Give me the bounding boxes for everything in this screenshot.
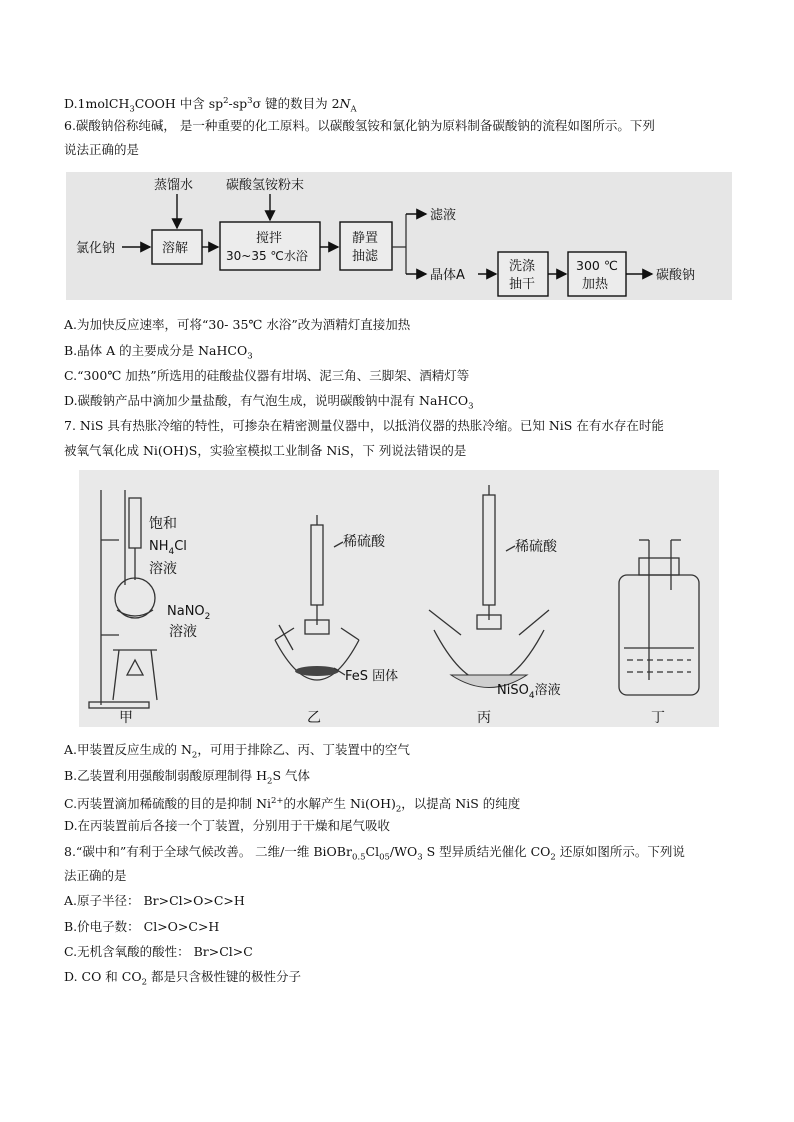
- jia-label-2: $NH_4Cl$: [149, 539, 187, 557]
- flow-step2-line1: 搅拌: [256, 231, 283, 246]
- apparatus-yi: [275, 515, 398, 726]
- q6-stem-line1: 6.碳酸钠俗称纯碱， 是一种重要的化工原料。以碳酸氢铵和氯化钠为原料制备碳酸钠的流程如图所示。下列: [64, 118, 655, 133]
- flow-step4-line1: 洗涤: [509, 259, 536, 274]
- apparatus-jia: [89, 490, 210, 726]
- apparatus-ding: [619, 540, 699, 726]
- yi-label-solid: FeS 固体: [345, 669, 399, 684]
- q6-option-a: A.为加快反应速率，可将“30- 35℃ 水浴”改为酒精灯直接加热: [64, 317, 411, 332]
- q6-option-b: B.晶体 A 的主要成分是 NaHCO$_3$: [64, 343, 253, 362]
- flow-out-filtrate: 滤液: [430, 208, 457, 223]
- ding-name: 丁: [651, 710, 665, 726]
- q7-option-a: A.甲装置反应生成的 $N_2$，可用于排除乙、丙、丁装置中的空气: [64, 742, 410, 761]
- jia-label-5: 溶液: [169, 624, 197, 640]
- q8-stem-line2: 法正确的是: [64, 868, 127, 883]
- q8-option-c: C.无机含氧酸的酸性： Br>Cl>C: [64, 944, 253, 959]
- apparatus-bing: [429, 485, 561, 726]
- q8-option-b: B.价电子数： Cl>O>C>H: [64, 919, 220, 934]
- flow-product: 碳酸钠: [656, 268, 696, 283]
- flow-input-top1: 蒸馏水: [154, 178, 194, 193]
- yi-label-acid: 稀硫酸: [343, 534, 385, 550]
- q6-option-c: C.“300℃ 加热”所选用的硅酸盐仪器有坩埚、泥三角、三脚架、酒精灯等: [64, 368, 470, 383]
- q7-stem-line1: 7. NiS 具有热胀冷缩的特性，可掺杂在精密测量仪器中，以抵消仪器的热胀冷缩。已知 NiS 在有水存在时能: [64, 418, 664, 433]
- flow-step5-line1: 300 ℃: [576, 258, 618, 273]
- q8-stem-line1: 8.“碳中和”有利于全球气候改善。 二维/一维 $BiOBr_{0.5}Cl_{05}/WO_3$ S 型异质结光催化 $CO_2$ 还原如图所示。下列说: [64, 844, 685, 863]
- flow-step2-line2: 30~35 ℃水浴: [226, 249, 308, 263]
- q7-stem-line2: 被氧气氧化成 Ni(OH)S，实验室模拟工业制备 NiS，下 列说法错误的是: [64, 443, 467, 458]
- q8-option-d: D. CO 和 $CO_2$ 都是只含极性键的极性分子: [64, 969, 302, 988]
- flow-out-crystal: 晶体A: [430, 268, 465, 283]
- flow-input-left: 氯化钠: [76, 241, 116, 256]
- bing-label-acid: 稀硫酸: [515, 539, 557, 555]
- q6-option-d: D.碳酸钠产品中滴加少量盐酸，有气泡生成，说明碳酸钠中混有 NaHCO$_3$: [64, 393, 474, 412]
- flow-step5-line2: 加热: [582, 277, 609, 292]
- q7-option-d: D.在丙装置前后各接一个丁装置，分别用于干燥和尾气吸收: [64, 818, 391, 833]
- jia-label-3: 溶液: [149, 561, 177, 577]
- q5-option-d: D.1molCH$_3$COOH 中含 $sp^2-sp^3\sigma$ 键的数目为 $2N_A$: [64, 96, 357, 115]
- yi-name: 乙: [307, 710, 321, 726]
- flow-step4-line2: 抽干: [509, 277, 536, 292]
- bing-name: 丙: [477, 710, 491, 726]
- jia-label-1: 饱和: [149, 516, 177, 532]
- flowchart-figure: [66, 172, 732, 300]
- flow-step3-line2: 抽滤: [352, 249, 379, 264]
- apparatus-figure: [79, 470, 719, 727]
- jia-name: 甲: [119, 710, 133, 726]
- q6-stem-line2: 说法正确的是: [64, 142, 140, 157]
- q7-option-c: C.丙装置滴加稀硫酸的目的是抑制 $Ni^{2+}$的水解产生 $Ni(OH)_2$，以提高 NiS 的纯度: [64, 796, 521, 815]
- jia-label-4: NaNO$_2$: [167, 604, 211, 622]
- flow-step1-label: 溶解: [162, 241, 189, 256]
- flow-step3-line1: 静置: [352, 231, 379, 246]
- q7-option-b: B.乙装置利用强酸制弱酸原理制得 $H_2S$ 气体: [64, 768, 311, 787]
- flow-input-top2: 碳酸氢铵粉末: [226, 178, 305, 193]
- bing-label-sol: NiSO$_4$溶液: [497, 683, 561, 701]
- q8-option-a: A.原子半径： Br>Cl>O>C>H: [64, 893, 245, 908]
